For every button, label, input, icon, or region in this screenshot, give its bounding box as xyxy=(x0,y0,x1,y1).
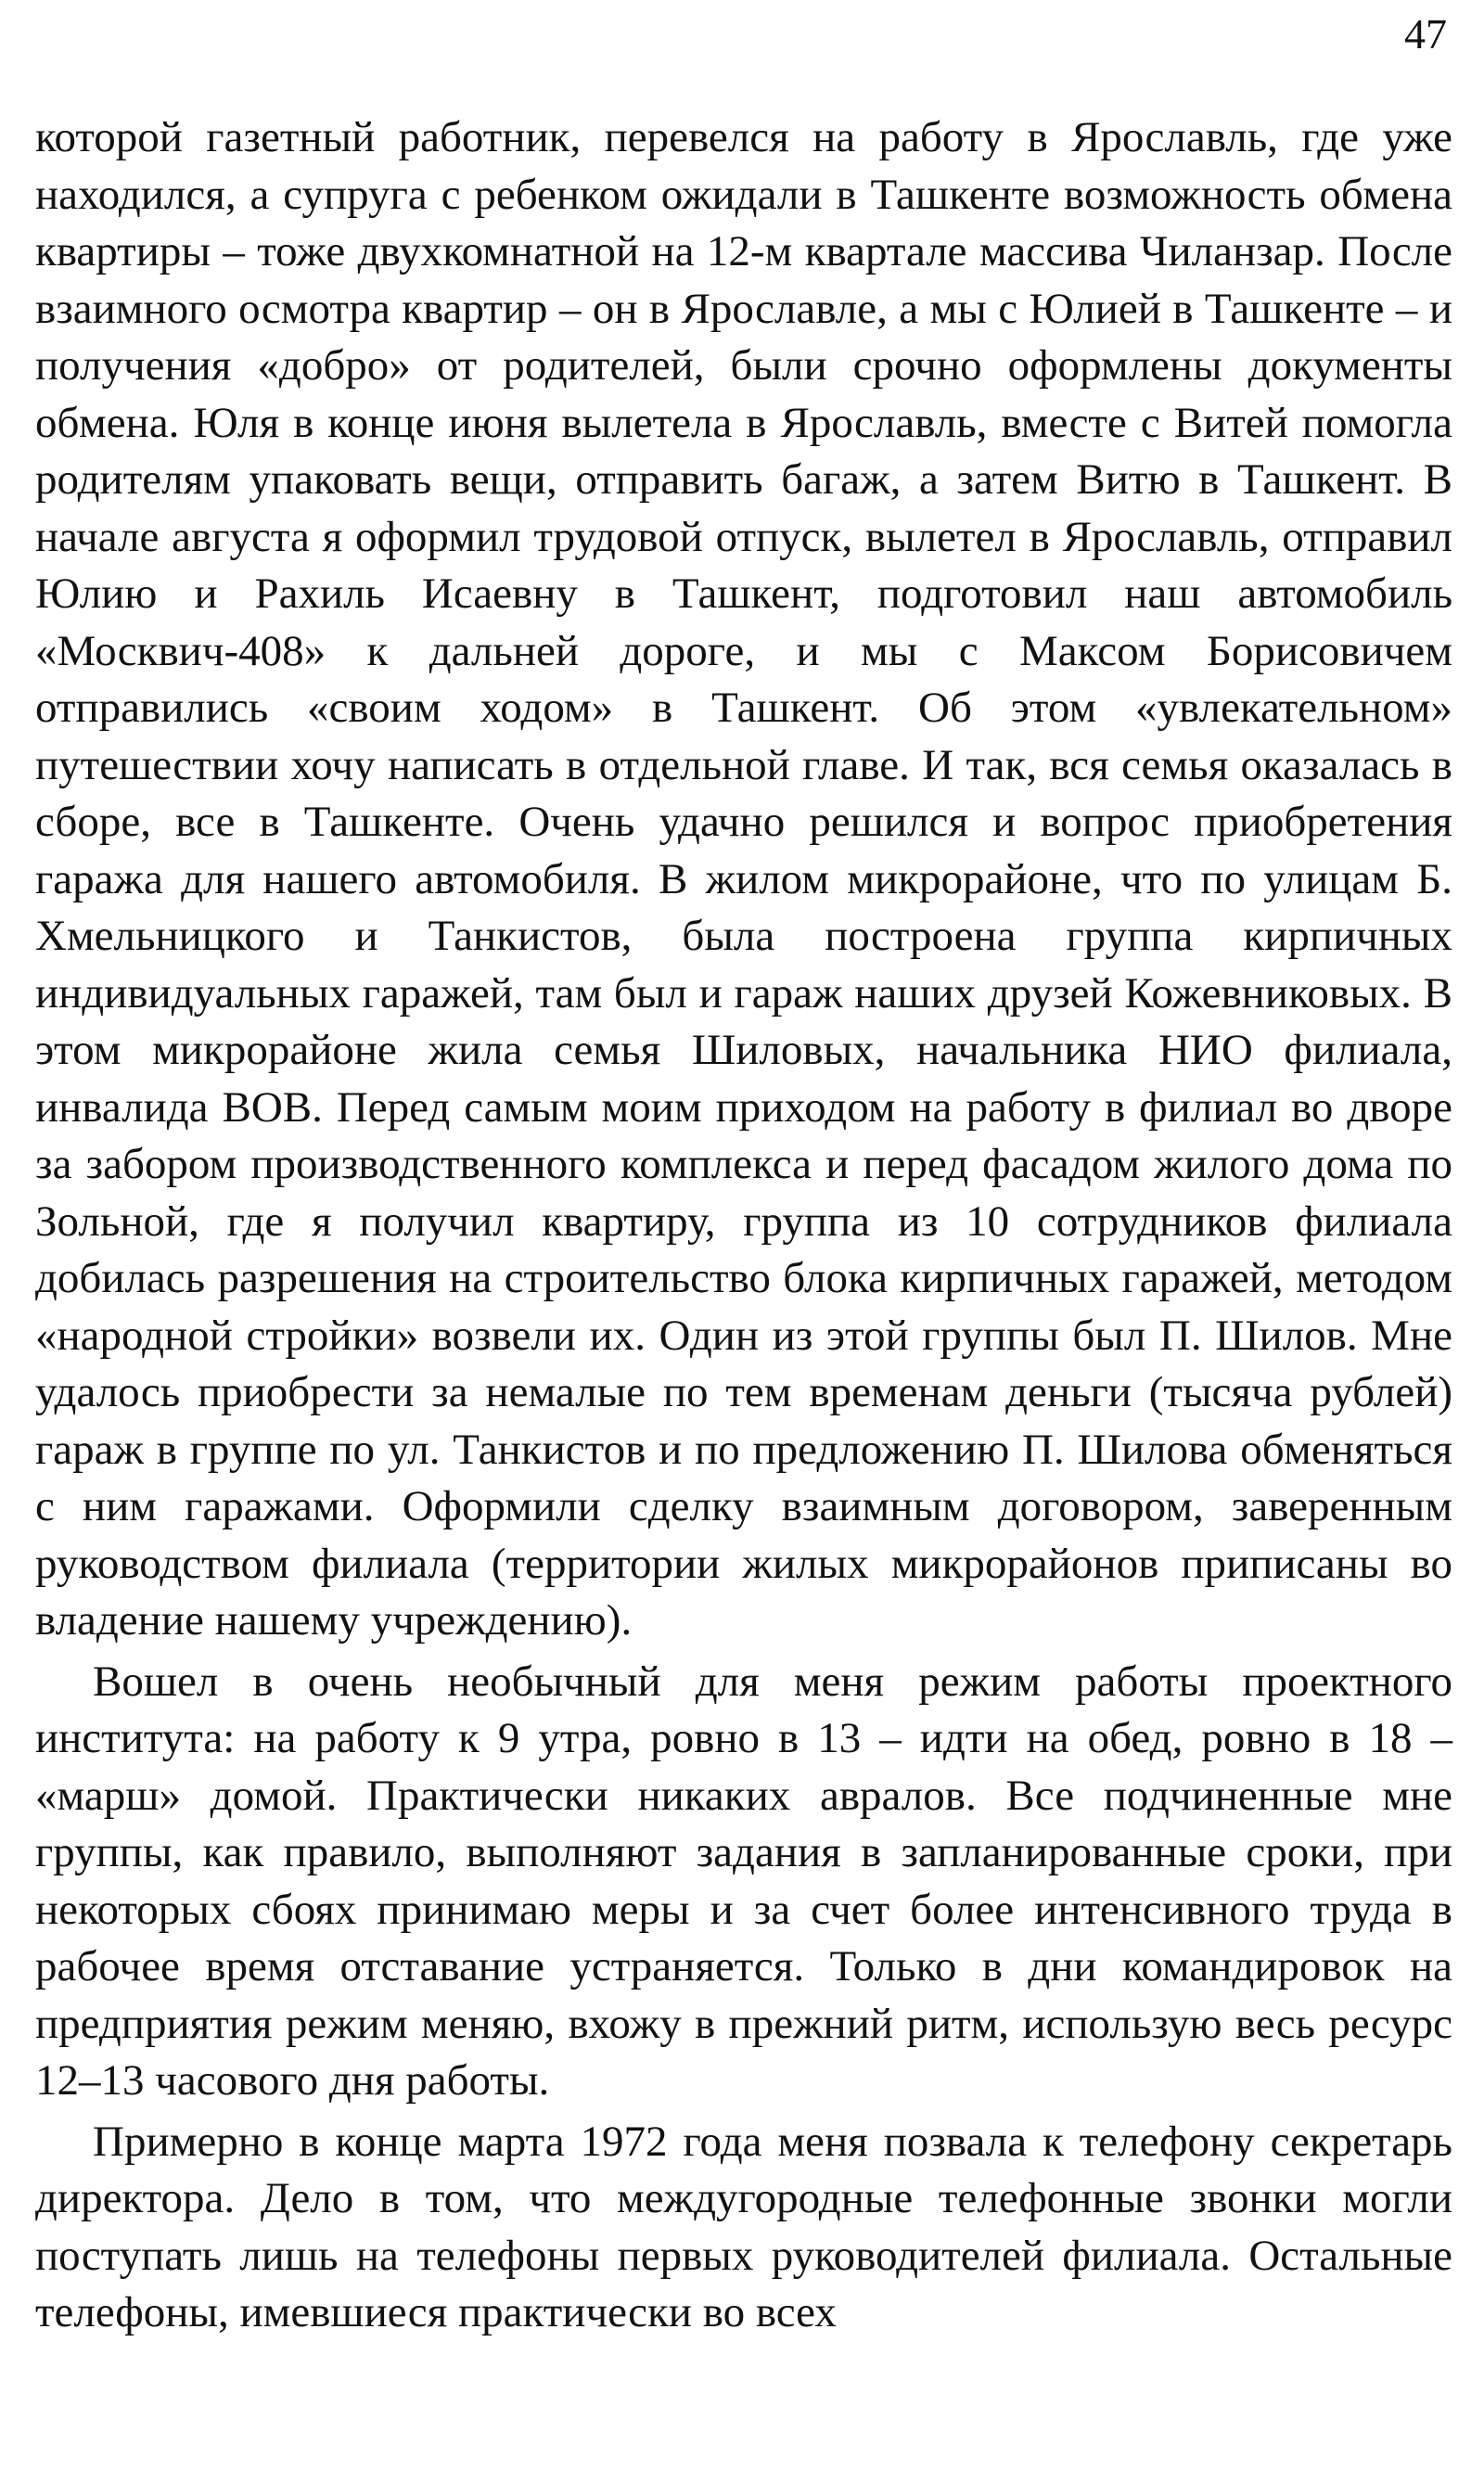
paragraph-work-schedule: Вошел в очень необычный для меня режим работы проектного института: на работу к 9 утра, ровно в 13 – идти на обед, ровно в 18 – «марш» домой. Практически никаких авралов. Все подчиненные мне группы, как правило, выполняют задания в запланированные сроки, при некоторых сбоях принимаю меры и за счет более интенсивного труда в рабочее время отставание устраняется. Только в дни командировок на предприятия режим меняю, вхожу в прежний ритм, использую весь ресурс 12–13 часового дня работы. xyxy=(35,1657,1452,2105)
page-number: 47 xyxy=(1404,10,1447,58)
paragraph-continued: которой газетный работник, перевелся на работу в Ярославль, где уже находился, а супруга с ребенком ожидали в Ташкенте возможность обмена квартиры – тоже двухкомнатной на 12-м квартале массива Чиланзар. После взаимного осмотра квартир – он в Ярославле, а мы с Юлией в Ташкенте – и получения «добро» от родителей, были срочно оформлены документы обмена. Юля в конце июня вылетела в Ярославль, вместе с Витей помогла родителям упаковать вещи, отправить багаж, а затем Витю в Ташкент. В начале августа я оформил трудовой отпуск, вылетел в Ярославль, отправил Юлию и Рахиль Исаевну в Ташкент, подготовил наш автомобиль «Москвич-408» к дальней дороге, и мы с Максом Борисовичем отправились «своим ходом» в Ташкент. Об этом «увлекательном» путешествии хочу написать в отдельной главе. И так, вся семья оказалась в сборе, все в Ташкенте. Очень удачно решился и вопрос приобретения гаража для нашего автомобиля. В жилом микрорайоне, что по улицам Б. Хмельницкого и Танкистов, была построена группа кирпичных индивидуальных гаражей, там был и гараж наших друзей Кожевниковых. В этом микрорайоне жила семья Шиловых, начальника НИО филиала, инвалида ВОВ. Перед самым моим приходом на работу в филиал во дворе за забором производственного комплекса и перед фасадом жилого дома по Зольной, где я получил квартиру, группа из 10 сотрудников филиала добилась разрешения на строительство блока кирпичных гаражей, методом «народной стройки» возвели их. Один из этой группы был П. Шилов. Мне удалось приобрести за немалые по тем временам деньги (тысяча рублей) гараж в группе по ул. Танкистов и по предложению П. Шилова обменяться с ним гаражами. Оформили сделку взаимным договором, заверенным руководством филиала (территории жилых микрорайонов приписаны во владение нашему учреждению). xyxy=(35,113,1452,1645)
body-text xyxy=(35,109,1452,2342)
paragraph-telephone-call: Примерно в конце марта 1972 года меня позвала к телефону секретарь директора. Дело в том, что междугородные телефонные звонки могли поступать лишь на телефоны первых руководителей филиала. Остальные телефоны, имевшиеся практически во всех xyxy=(35,2117,1452,2336)
